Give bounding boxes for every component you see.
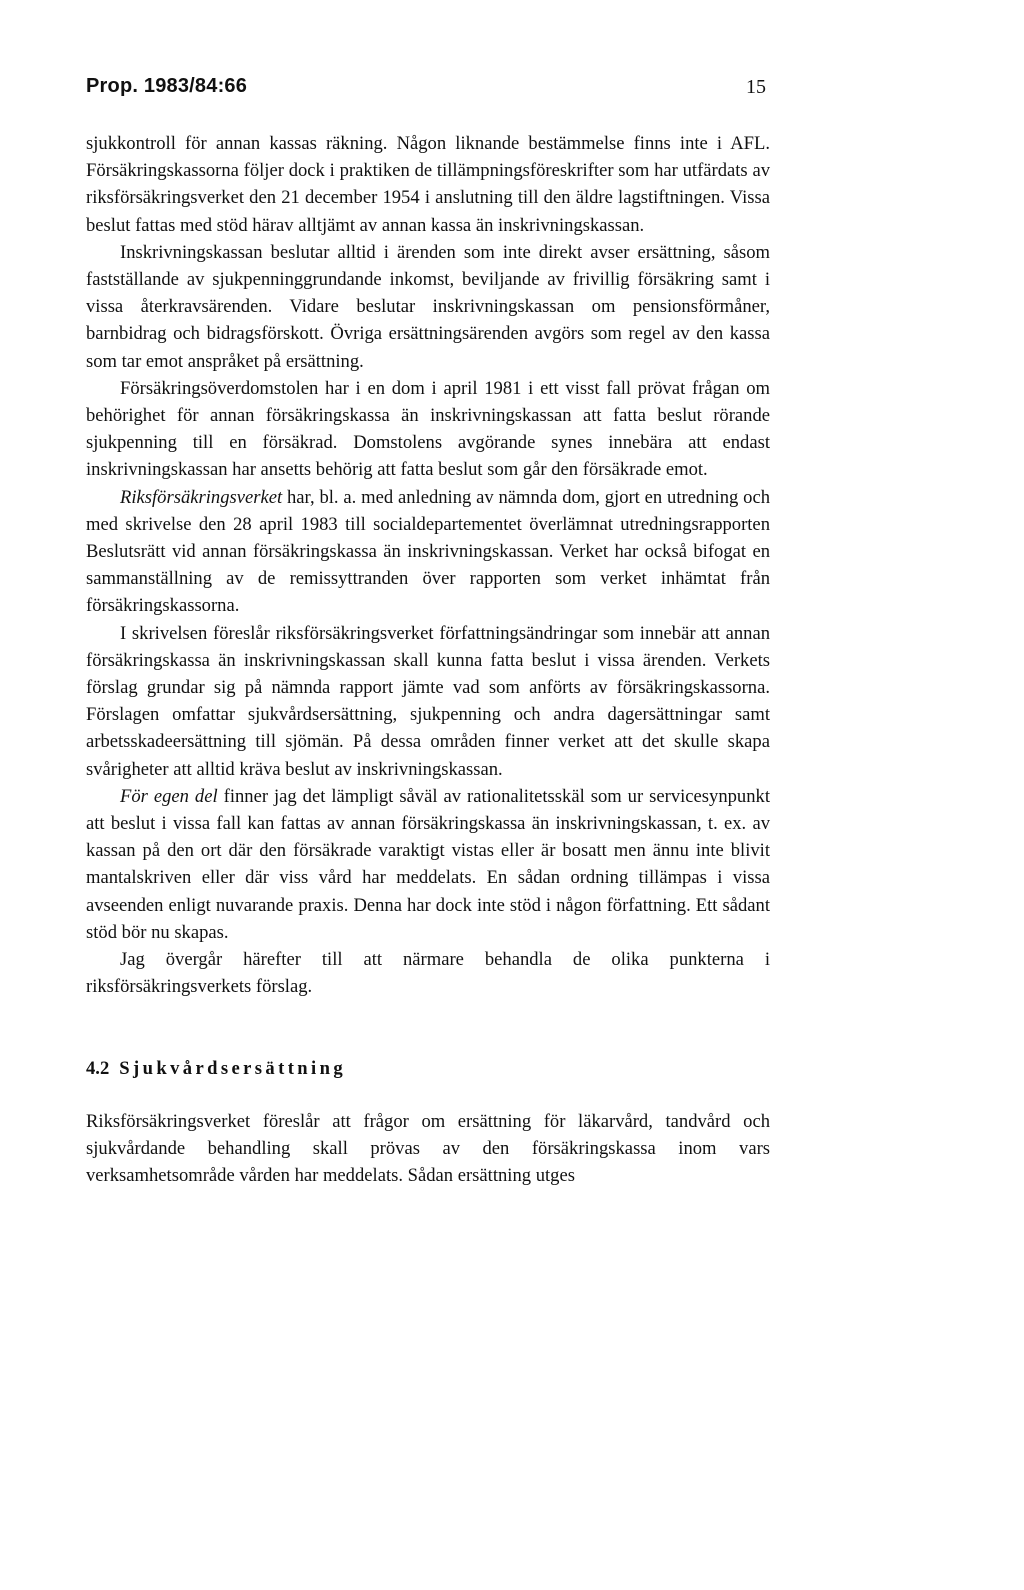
section-paragraph-1: Riksförsäkringsverket föreslår att frågor om ersättning för läkarvård, tandvård och sjukvårdande behandling skall prövas av den försäkringskassa inom vars verksamhetsområde vården har meddelats. Sådan ersättning utges <box>86 1110 770 1187</box>
paragraph-1: sjukkontroll för annan kassas räkning. Någon liknande bestämmelse finns inte i AFL. Försäkringskassorna följer dock i praktiken de tillämpningsföreskrifter som har utfärdats av riksförsäkringsverket den 21 december 1954 i anslutning till den äldre lagstiftningen. Vissa beslut fattas med stöd härav alltjämt av annan kassa än inskrivningskassan. <box>86 133 770 236</box>
section-number: 4.2 <box>86 1057 110 1079</box>
document-reference: Prop. 1983/84:66 <box>86 75 248 97</box>
page-header <box>86 75 766 105</box>
paragraph-4-text: har, bl. a. med anledning av nämnda dom, gjort en utredning och med skrivelse den 28 april 1983 till socialdepartementet överlämnat utredningsrapporten Beslutsrätt vid annan försäkringskassa än inskrivningskassan. Verket har också bifogat en sammanställning av de remissyttranden över rapporten som verket inhämtat från försäkringskassorna. <box>86 486 770 617</box>
paragraph-4 <box>86 484 770 620</box>
paragraph-3: Försäkringsöverdomstolen har i en dom i april 1981 i ett visst fall prövat frågan om behörighet för annan försäkringskassa än inskrivningskassan att fatta beslut rörande sjukpenning till en försäkrad. Domstolens avgörande synes innebära att endast inskrivningskassan har ansetts behörig att fatta beslut som går den försäkrade emot. <box>86 377 770 481</box>
paragraph-4-italic-lead: Riksförsäkringsverket <box>120 486 283 508</box>
paragraph-6 <box>86 783 770 946</box>
paragraph-6-text: finner jag det lämpligt såväl av rationalitetsskäl som ur servicesynpunkt att beslut i vissa fall kan fattas av annan försäkringskassa än inskrivningskassan, t. ex. av kassan på den ort där den försäkrade varaktigt vistas eller är bosatt men ännu inte blivit mantalskriven eller där viss vård har meddelats. En sådan ordning tillämpas i vissa avseenden enligt nuvarande praxis. Denna har dock inte stöd i någon författning. Ett sådant stöd bör nu skapas. <box>86 785 770 943</box>
paragraph-7: Jag övergår härefter till att närmare behandla de olika punkterna i riksförsäkringsverkets förslag. <box>86 949 770 998</box>
section-title: Sjukvårdsersättning <box>119 1057 347 1079</box>
section-heading <box>86 1001 770 1108</box>
paragraph-6-italic-lead: För egen del <box>120 785 218 807</box>
paragraph-5: I skrivelsen föreslår riksförsäkringsverket författningsändringar som innebär att annan försäkringskassa än inskrivningskassan skall kunna fatta beslut i vissa ärenden. Verkets förslag grundar sig på nämnda rapport jämte vad som anförts av försäkringskassorna. Förslagen omfattar sjukvårdsersättning, sjukpenning och andra dagersättningar samt arbetsskadeersättning till sjömän. På dessa områden finner verket att det skulle skapa svårigheter att alltid kräva beslut av inskrivningskassan. <box>86 622 770 780</box>
paragraph-2: Inskrivningskassan beslutar alltid i ärenden som inte direkt avser ersättning, såsom fastställande av sjukpenninggrundande inkomst, beviljande av frivillig försäkring samt i vissa återkravsärenden. Vidare beslutar inskrivningskassan om pensionsförmåner, barnbidrag och bidragsförskott. Övriga ersättningsärenden avgörs som regel av den kassa som tar emot anspråket på ersättning. <box>86 241 770 372</box>
page-number: 15 <box>746 76 766 98</box>
body-text <box>86 130 770 1189</box>
